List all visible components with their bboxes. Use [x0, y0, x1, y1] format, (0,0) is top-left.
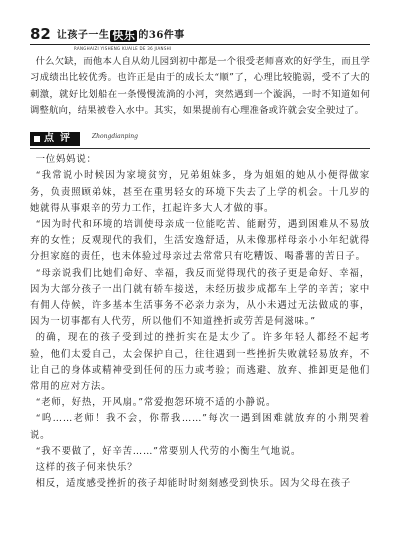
- body-paragraph: “因为时代和环境的培训使母亲成一位能吃苦、能耐劳，遇到困难从不易放弃的女性；反观现代的我们，生活安逸舒适，从未像那样母亲小小年纪就得分担家庭的责任，也未体验过母亲过去常常只有吃糟饭、喝番薯的苦日子。: [30, 219, 370, 263]
- book-title-highlight: 快乐: [112, 29, 136, 42]
- body-paragraph: “老师，好热，开风扇。”常爱抱怨环境不适的小静说。: [35, 397, 277, 409]
- comment-english-label: Zhongdianping: [92, 133, 139, 141]
- body-paragraph: “我不要做了，好辛苦……”常要别人代劳的小衡生气地说。: [35, 445, 302, 457]
- book-title-part1: 让孩子一生: [56, 30, 110, 41]
- intro-paragraph: 什么欠缺，而他本人自从幼儿园到初中都是一个很受老师喜欢的好学生，而且学习成绩出比较优秀。也许正是由于的成长太“顺”了，心理比较脆弱，受不了大的刺激，就好比划船在一条慢慢流淌的小河，突然遇到一个漩涡，一时不知道如何调整航向，结果被卷入水中。其实，如果提前有心理准备或许就会安全驶过了。: [30, 56, 370, 116]
- body-paragraph: 相反，适度感受挫折的孩子却能时时刻刻感受到快乐。因为父母在孩子: [35, 478, 352, 490]
- comment-label: 点评: [44, 133, 76, 145]
- body-paragraph: 的确，现在的孩子受到过的挫折实在是太少了。许多年轻人都经不起考验，他们太爱自己，太会保护自己，往往遇到一些挫折失败就轻易放弃，不让自己的身体或精神受到任何的压力或考验；而逃避、放弃、推卸更是他们常用的应对方法。: [30, 332, 370, 393]
- comment-section-header: [30, 132, 370, 149]
- comment-badge: [30, 132, 80, 146]
- square-icon: [34, 136, 40, 142]
- body-paragraph: “我常说小时候因为家境贫穷，兄弟姐妹多，身为姐姐的她从小便得做家务，负责照顾弟妹，甚至在重男轻女的环境下失去了上学的机会。十几岁的她就得从事艰辛的劳力工作，扛起许多大人才做的事。: [30, 170, 370, 214]
- page-number: 82: [30, 25, 51, 43]
- book-page: [30, 22, 370, 552]
- body-paragraph: 这样的孩子何来快乐？: [35, 462, 138, 474]
- body-paragraph: “母亲说我们比她们命好、幸福，我反而觉得现代的孩子更是命好、幸福，因为大部分孩子一出门就有轿车接送，未经历拔步成都车上学的辛苦；家中有佣人侍候，许多基本生活事务不必亲力亲为，从小未遇过无法做成的事，因为一切事都有人代劳，所以他们不知道挫折或劳苦是何滋味。”: [30, 267, 370, 328]
- body-paragraph: “呜……老师！我不会，你帮我……”每次一遇到困难就放弃的小荆哭着说。: [30, 413, 370, 441]
- comment-body: [30, 152, 370, 492]
- book-title-part2: 的36件事: [138, 30, 185, 41]
- book-title: [57, 30, 185, 42]
- page-header: [30, 22, 370, 51]
- book-subtitle: RANGHAIZI YISHENG KUAILE DE 36 JIANSHI: [74, 46, 172, 51]
- body-paragraph: 一位妈妈说：: [35, 154, 97, 166]
